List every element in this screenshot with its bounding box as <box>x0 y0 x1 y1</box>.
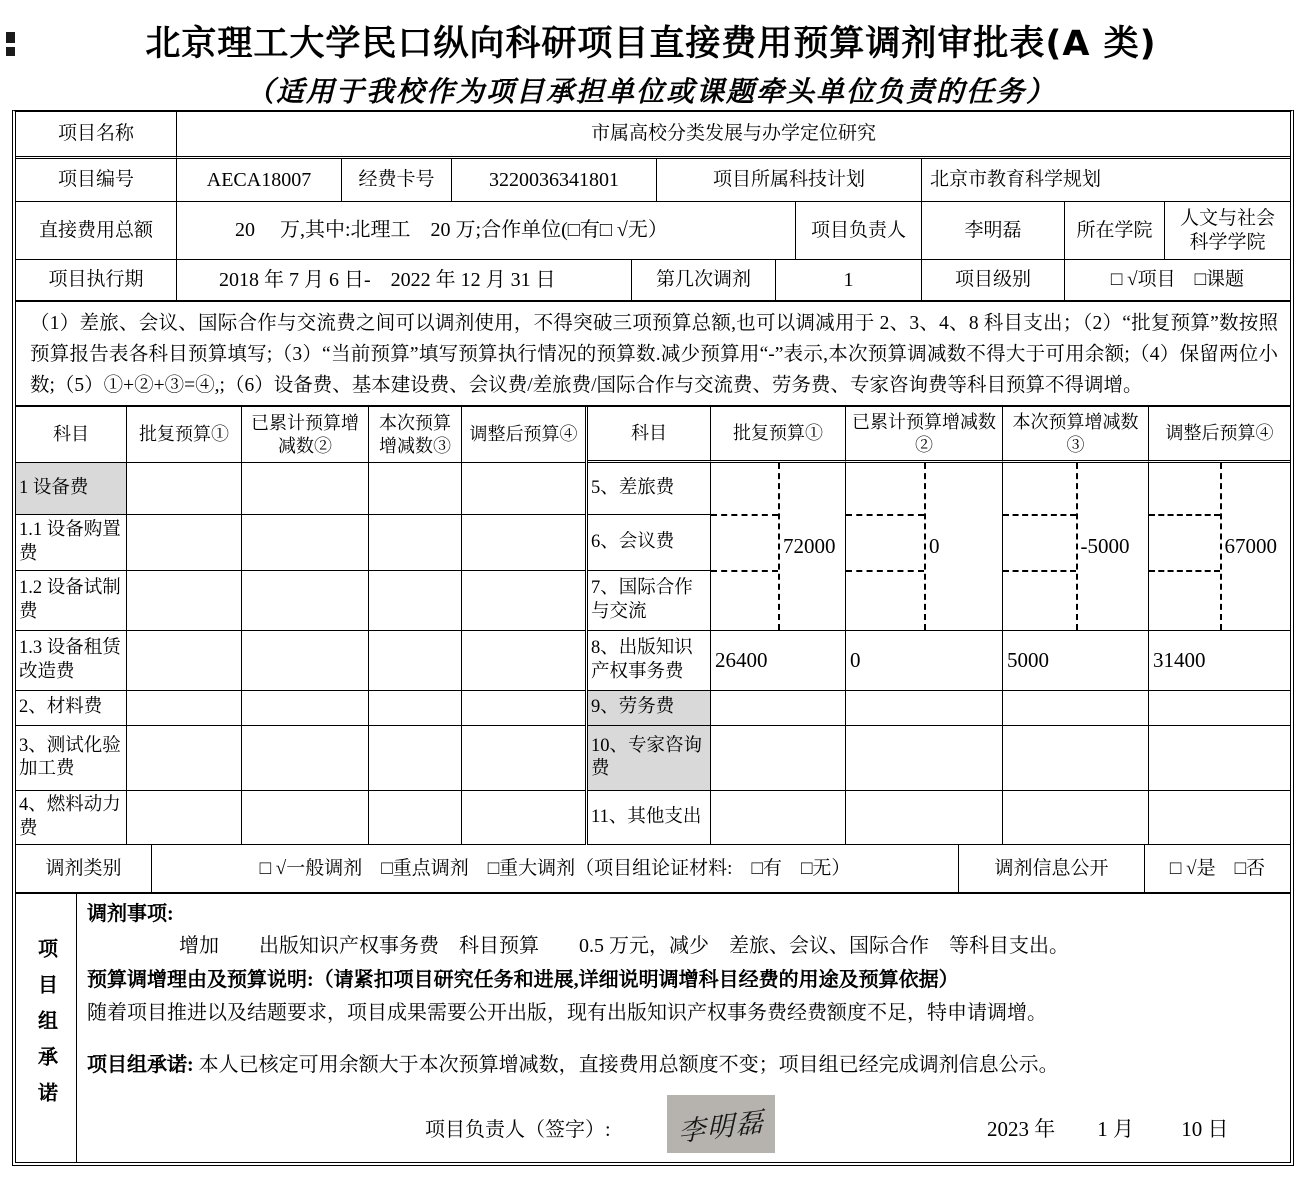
adjust-category-label: 调剂类别 <box>16 845 152 894</box>
budget-cell <box>462 571 585 631</box>
budget-cell <box>1003 791 1149 845</box>
budget-cell <box>242 463 369 515</box>
promise-text: 本人已核定可用余额大于本次预算增减数，直接费用总额度不变；项目组已经完成调剂信息公示。 <box>193 1054 1059 1076</box>
col-header-current: 本次预算增减数③ <box>369 407 462 463</box>
fund-card-label: 经费卡号 <box>342 159 452 202</box>
budget-cell <box>1149 791 1290 845</box>
info-public-label: 调剂信息公开 <box>959 845 1145 894</box>
merged-current-value: -5000 <box>1080 534 1130 558</box>
col-header-accumulated: 已累计预算增减数② <box>242 407 369 463</box>
dashed-divider <box>711 514 778 516</box>
commitment-body <box>77 894 1290 1162</box>
form-subtitle: （适用于我校作为项目承担单位或课题牵头单位负责的任务） <box>245 77 1056 108</box>
info-public-value: □ √是 □否 <box>1145 845 1290 894</box>
budget-cell <box>462 791 585 845</box>
budget-cell <box>127 463 242 515</box>
notes-text: （1）差旅、会议、国际合作与交流费之间可以调剂使用，不得突破三项预算总额,也可以调减用于 2、3、4、8 科目支出；（2）“批复预算”数按照预算报告表各科目预算填写;（3）“当前预算”填写预算执行情况的预算数.减少预算用“-”表示,本次预算调减数不得大于可用余额;（4）保留两位小数;（5）①+②+③=④,;（6）设备费、基本建设费、会议费/差旅费/国际合作与交流费、劳务费、专家咨询费等科目预算不得调增。 <box>16 302 1290 407</box>
budget-left-half <box>16 407 585 845</box>
budget-cell <box>462 631 585 691</box>
fund-card-value: 3220036341801 <box>452 159 657 202</box>
col-header-subject: 科目 <box>16 407 127 463</box>
matters-line: 增加 出版知识产权事务费 科目预算 0.5 万元，减少 差旅、会议、国际合作 等科目支出。 <box>179 935 1069 957</box>
level-value: □ √项目 □课题 <box>1065 260 1290 302</box>
commitment-side-label: 项目组承诺 <box>16 894 77 1162</box>
period-label: 项目执行期 <box>16 260 177 302</box>
total-cost-value: 20 万,其中:北理工 20 万;合作单位(□有□ √无） <box>177 202 796 260</box>
adjust-category-row <box>16 845 1290 894</box>
adjust-times-value: 1 <box>776 260 922 302</box>
budget-row-label: 1 设备费 <box>16 463 127 515</box>
budget-cell <box>242 691 369 726</box>
col-header-accumulated: 已累计预算增减数② <box>846 407 1003 463</box>
commitment-section <box>16 894 1290 1162</box>
project-name-row <box>16 112 1290 159</box>
school-value: 人文与社会 科学学院 <box>1165 202 1290 260</box>
dashed-divider <box>1076 463 1078 630</box>
budget-cell <box>127 571 242 631</box>
project-no-label: 项目编号 <box>16 159 177 202</box>
budget-cell <box>711 691 846 726</box>
period-value: 2018 年 7 月 6 日- 2022 年 12 月 31 日 <box>177 260 632 302</box>
budget-cell <box>369 515 462 571</box>
budget-cell <box>846 691 1003 726</box>
signature-name: 李明磊 <box>677 1106 765 1147</box>
publication-accumulated-value: 0 <box>846 631 1003 691</box>
budget-cell <box>242 631 369 691</box>
budget-cell <box>711 791 846 845</box>
dashed-divider <box>924 463 926 630</box>
budget-row-label: 10、专家咨询费 <box>588 726 711 791</box>
program-value: 北京市教育科学规划 <box>922 159 1290 202</box>
budget-cell <box>369 726 462 791</box>
budget-row-label: 7、国际合作与交流 <box>588 571 711 631</box>
dashed-divider <box>1003 570 1076 572</box>
budget-row-label: 8、出版知识产权事务费 <box>588 631 711 691</box>
matters-heading: 调剂事项: <box>87 903 174 925</box>
signature-image <box>667 1095 775 1153</box>
budget-cell <box>369 571 462 631</box>
adjust-category-options: □ √一般调剂 □重点调剂 □重大调剂（项目组论证材料: □有 □无） <box>152 845 959 894</box>
dashed-divider <box>1149 570 1220 572</box>
budget-row-label: 1.3 设备租赁改造费 <box>16 631 127 691</box>
budget-cell <box>369 691 462 726</box>
level-label: 项目级别 <box>922 260 1065 302</box>
project-name-value: 市属高校分类发展与办学定位研究 <box>177 112 1290 159</box>
budget-cell <box>1003 726 1149 791</box>
budget-cell <box>242 571 369 631</box>
publication-approved-value: 26400 <box>711 631 846 691</box>
budget-row-label: 2、材料费 <box>16 691 127 726</box>
publication-adjusted-value: 31400 <box>1149 631 1290 691</box>
dashed-divider <box>846 514 924 516</box>
budget-cell <box>462 726 585 791</box>
budget-cell <box>369 463 462 515</box>
budget-cell <box>242 515 369 571</box>
dashed-divider <box>711 570 778 572</box>
col-header-subject: 科目 <box>588 407 711 463</box>
col-header-approved: 批复预算① <box>711 407 846 463</box>
col-header-adjusted: 调整后预算④ <box>462 407 585 463</box>
budget-cell <box>369 791 462 845</box>
dashed-divider <box>1149 514 1220 516</box>
budget-cell <box>369 631 462 691</box>
budget-cell <box>1003 691 1149 726</box>
merged-travel-conference-intl-block <box>588 463 1290 631</box>
promise-line <box>87 1051 1280 1079</box>
col-header-adjusted: 调整后预算④ <box>1149 407 1290 463</box>
merged-cell-accumulated <box>846 463 1003 631</box>
budget-right-half <box>585 407 1290 845</box>
col-header-current: 本次预算增减数③ <box>1003 407 1149 463</box>
project-name-label: 项目名称 <box>16 112 177 159</box>
project-number-row <box>16 159 1290 202</box>
adjust-times-label: 第几次调剂 <box>632 260 776 302</box>
dashed-divider <box>1003 514 1076 516</box>
total-cost-label: 直接费用总额 <box>16 202 177 260</box>
dashed-divider <box>1220 463 1222 630</box>
signature-row <box>87 1095 1280 1157</box>
budget-cell <box>1149 726 1290 791</box>
reason-heading: 预算调增理由及预算说明:（请紧扣项目研究任务和进展,详细说明调增科目经费的用途及预算依据） <box>87 969 959 991</box>
reason-line: 随着项目推进以及结题要求，项目成果需要公开出版，现有出版知识产权事务费经费额度不足，特申请调增。 <box>87 1002 1047 1024</box>
budget-cell <box>127 791 242 845</box>
budget-cell <box>462 463 585 515</box>
budget-cell <box>846 726 1003 791</box>
col-header-approved: 批复预算① <box>127 407 242 463</box>
budget-cell <box>127 726 242 791</box>
merged-cell-current <box>1003 463 1149 631</box>
dashed-divider <box>846 570 924 572</box>
dashed-divider <box>778 463 780 630</box>
merged-approved-value: 72000 <box>783 534 836 558</box>
budget-row-label: 1.2 设备试制费 <box>16 571 127 631</box>
budget-cell <box>846 791 1003 845</box>
leader-value: 李明磊 <box>922 202 1065 260</box>
project-no-value: AECA18007 <box>177 159 342 202</box>
budget-row-label: 3、测试化验加工费 <box>16 726 127 791</box>
publication-current-value: 5000 <box>1003 631 1149 691</box>
merged-accumulated-value: 0 <box>929 534 940 558</box>
sign-label: 项目负责人（签字）: <box>425 1119 611 1141</box>
approval-form-table <box>12 110 1294 1166</box>
promise-label: 项目组承诺: <box>87 1054 194 1076</box>
budget-cell <box>462 691 585 726</box>
budget-row-label: 9、劳务费 <box>588 691 711 726</box>
total-cost-row <box>16 202 1290 260</box>
merged-cell-approved <box>711 463 846 631</box>
budget-row-label: 6、会议费 <box>588 515 711 571</box>
budget-cell <box>127 691 242 726</box>
budget-cell <box>1149 691 1290 726</box>
budget-row-label: 1.1 设备购置费 <box>16 515 127 571</box>
budget-cell <box>127 515 242 571</box>
school-label: 所在学院 <box>1065 202 1165 260</box>
budget-row-label: 5、差旅费 <box>588 463 711 515</box>
leader-label: 项目负责人 <box>796 202 922 260</box>
budget-table <box>16 407 1290 845</box>
budget-cell <box>242 726 369 791</box>
budget-row-label: 4、燃料动力费 <box>16 791 127 845</box>
period-row <box>16 260 1290 302</box>
budget-cell <box>462 515 585 571</box>
budget-cell <box>127 631 242 691</box>
program-label: 项目所属科技计划 <box>657 159 922 202</box>
budget-cell <box>242 791 369 845</box>
sign-date: 2023 年 1 月 10 日 <box>987 1117 1229 1141</box>
merged-adjusted-value: 67000 <box>1224 534 1277 558</box>
form-title: 北京理工大学民口纵向科研项目直接费用预算调剂审批表(A 类) <box>145 24 1157 64</box>
notes-row <box>16 302 1290 407</box>
budget-row-label: 11、其他支出 <box>588 791 711 845</box>
merged-cell-adjusted <box>1149 463 1290 631</box>
budget-cell <box>711 726 846 791</box>
